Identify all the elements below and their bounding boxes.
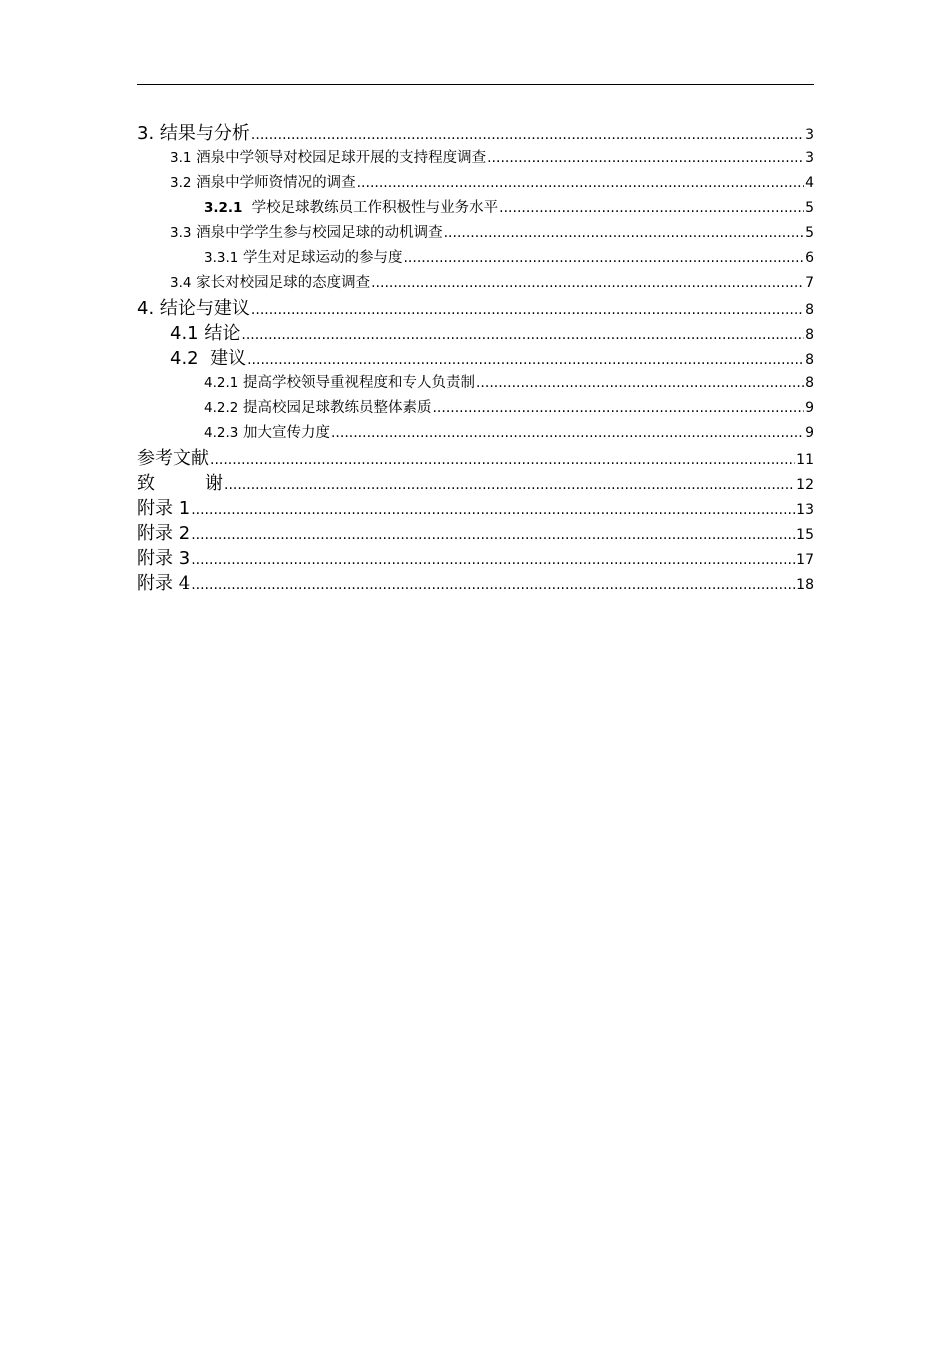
toc-entry-title: 附录 4: [137, 573, 191, 594]
toc-page-number: 4: [805, 175, 814, 191]
toc-page-number: 6: [805, 250, 814, 266]
toc-entry-4-2[interactable]: [137, 346, 814, 371]
toc-leader-dots: [191, 548, 795, 571]
toc-entry-title: 3.1 酒泉中学领导对校园足球开展的支持程度调查: [170, 150, 487, 166]
toc-leader-dots: [191, 523, 795, 546]
toc-entry-title: 4.2 建议: [170, 348, 247, 369]
toc-leader-dots: [499, 196, 804, 221]
toc-entry-references[interactable]: [137, 446, 814, 471]
toc-entry-4-1[interactable]: [137, 321, 814, 346]
table-of-contents: [137, 121, 814, 596]
toc-page-number: 17: [796, 552, 814, 568]
toc-entry-title: 附录 3: [137, 548, 191, 569]
toc-entry-results-analysis[interactable]: [137, 121, 814, 146]
toc-page-number: 7: [805, 275, 814, 291]
toc-leader-dots: [371, 271, 804, 296]
toc-entry-acknowledgements[interactable]: [137, 471, 814, 496]
toc-page-number: 18: [796, 577, 814, 593]
toc-entry-title: 4.2.2 提高校园足球教练员整体素质: [204, 400, 432, 416]
toc-entry-title: 3.2.1 学校足球教练员工作积极性与业务水平: [204, 200, 499, 216]
toc-page-number: 8: [805, 302, 814, 318]
toc-entry-3-2[interactable]: [137, 171, 814, 196]
toc-entry-title: 参考文献: [137, 448, 209, 469]
toc-page-number: 3: [805, 150, 814, 166]
toc-entry-appendix-1[interactable]: [137, 496, 814, 521]
toc-entry-appendix-3[interactable]: [137, 546, 814, 571]
toc-page-number: 3: [805, 127, 814, 143]
toc-page-number: 8: [805, 352, 814, 368]
toc-entry-title: 3.2 酒泉中学师资情况的调查: [170, 175, 356, 191]
toc-entry-3-3[interactable]: [137, 221, 814, 246]
toc-leader-dots: [241, 323, 804, 346]
toc-entry-title: 附录 2: [137, 523, 191, 544]
toc-page-number: 8: [805, 375, 814, 391]
toc-leader-dots: [191, 573, 795, 596]
toc-entry-title: 致 谢: [137, 473, 223, 494]
toc-page-number: 9: [805, 400, 814, 416]
toc-entry-title: 附录 1: [137, 498, 191, 519]
toc-entry-title: 4. 结论与建议: [137, 298, 250, 319]
toc-leader-dots: [331, 421, 804, 446]
toc-entry-title: 3.3.1 学生对足球运动的参与度: [204, 250, 403, 266]
toc-leader-dots: [444, 221, 804, 246]
toc-page-number: 12: [796, 477, 814, 493]
toc-leader-dots: [247, 348, 804, 371]
toc-entry-appendix-2[interactable]: [137, 521, 814, 546]
toc-page-number: 15: [796, 527, 814, 543]
toc-page-number: 13: [796, 502, 814, 518]
toc-leader-dots: [432, 396, 804, 421]
toc-entry-conclusions[interactable]: [137, 296, 814, 321]
toc-page-number: 11: [796, 452, 814, 468]
toc-page-number: 5: [805, 200, 814, 216]
toc-page-number: 5: [805, 225, 814, 241]
toc-entry-3-2-1[interactable]: [137, 196, 814, 221]
toc-entry-3-1[interactable]: [137, 146, 814, 171]
toc-entry-title: 3.3 酒泉中学学生参与校园足球的动机调查: [170, 225, 443, 241]
toc-leader-dots: [191, 498, 795, 521]
toc-leader-dots: [251, 298, 804, 321]
toc-leader-dots: [403, 246, 804, 271]
toc-entry-3-3-1[interactable]: [137, 246, 814, 271]
toc-leader-dots: [487, 146, 804, 171]
toc-entry-appendix-4[interactable]: [137, 571, 814, 596]
toc-entry-3-4[interactable]: [137, 271, 814, 296]
toc-entry-title: 4.2.3 加大宣传力度: [204, 425, 330, 441]
toc-entry-4-2-3[interactable]: [137, 421, 814, 446]
toc-leader-dots: [210, 448, 795, 471]
toc-page-number: 9: [805, 425, 814, 441]
toc-entry-4-2-1[interactable]: [137, 371, 814, 396]
header-rule: [137, 84, 814, 85]
toc-entry-4-2-2[interactable]: [137, 396, 814, 421]
toc-leader-dots: [224, 473, 795, 496]
toc-page-number: 8: [805, 327, 814, 343]
toc-leader-dots: [251, 123, 804, 146]
toc-entry-title: 4.1 结论: [170, 323, 241, 344]
toc-leader-dots: [357, 171, 804, 196]
toc-entry-title: 3. 结果与分析: [137, 123, 250, 144]
toc-leader-dots: [476, 371, 804, 396]
toc-entry-title: 3.4 家长对校园足球的态度调查: [170, 275, 371, 291]
toc-entry-title: 4.2.1 提高学校领导重视程度和专人负责制: [204, 375, 475, 391]
